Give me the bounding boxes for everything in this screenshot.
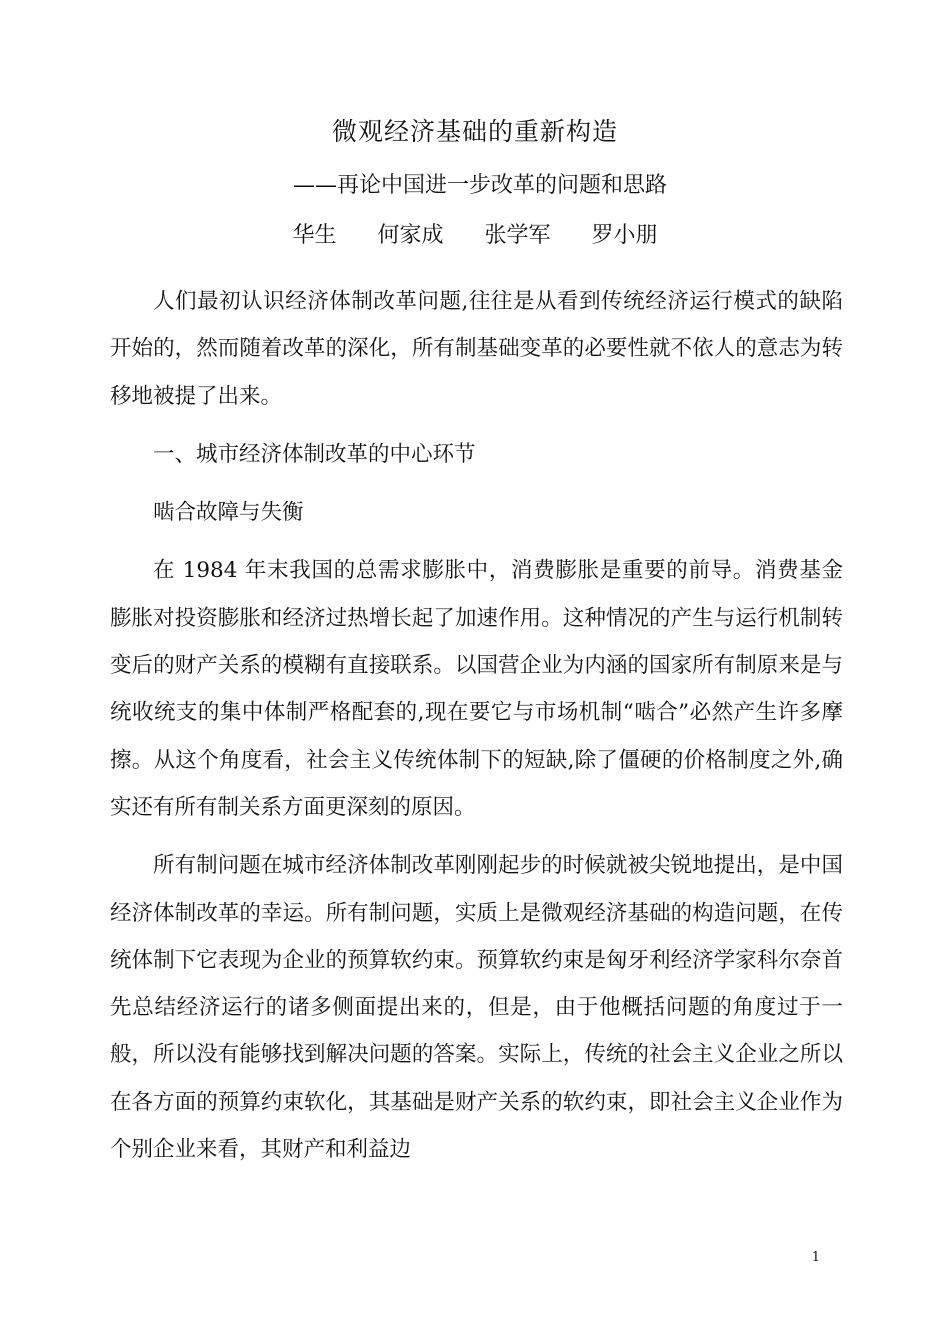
document-body	[110, 278, 843, 1173]
author-name: 何家成	[377, 223, 444, 248]
document-subtitle: ——再论中国进一步改革的问题和思路	[292, 173, 667, 198]
author-name: 张学军	[484, 223, 551, 248]
body-paragraph: 所有制问题在城市经济体制改革刚刚起步的时候就被尖锐地提出，是中国经济体制改革的幸运。所有制问题，实质上是微观经济基础的构造问题，在传统体制下它表现为企业的预算软约束。预算软约束是匈牙利经济学家科尔奈首先总结经济运行的诸多侧面提出来的，但是，由于他概括问题的角度过于一般，所以没有能够找到解决问题的答案。实际上，传统的社会主义企业之所以在各方面的预算约束软化，其基础是财产关系的软约束，即社会主义企业作为个别企业来看，其财产和利益边	[110, 853, 843, 1163]
body-paragraph: 人们最初认识经济体制改革问题,往往是从看到传统经济运行模式的缺陷开始的，然而随着改革的深化，所有制基础变革的必要性就不依人的意志为转移地被提了出来。	[110, 289, 843, 409]
page-number: 1	[811, 1250, 820, 1265]
document-title: 微观经济基础的重新构造	[331, 117, 618, 146]
author-name: 罗小朋	[591, 223, 658, 248]
author-list	[0, 218, 950, 249]
body-paragraph: 在 1984 年末我国的总需求膨胀中，消费膨胀是重要的前导。消费基金膨胀对投资膨胀和经济过热增长起了加速作用。这种情况的产生与运行机制转变后的财产关系的模糊有直接联系。以国营企业为内涵的国家所有制原来是与统收统支的集中体制严格配套的,现在要它与市场机制“啮合”必然产生许多摩擦。从这个角度看，社会主义传统体制下的短缺,除了僵硬的价格制度之外,确实还有所有制关系方面更深刻的原因。	[110, 558, 843, 820]
section-heading: 一、城市经济体制改革的中心环节	[153, 441, 476, 467]
subsection-heading: 啮合故障与失衡	[153, 500, 304, 526]
author-name: 华生	[292, 223, 337, 248]
